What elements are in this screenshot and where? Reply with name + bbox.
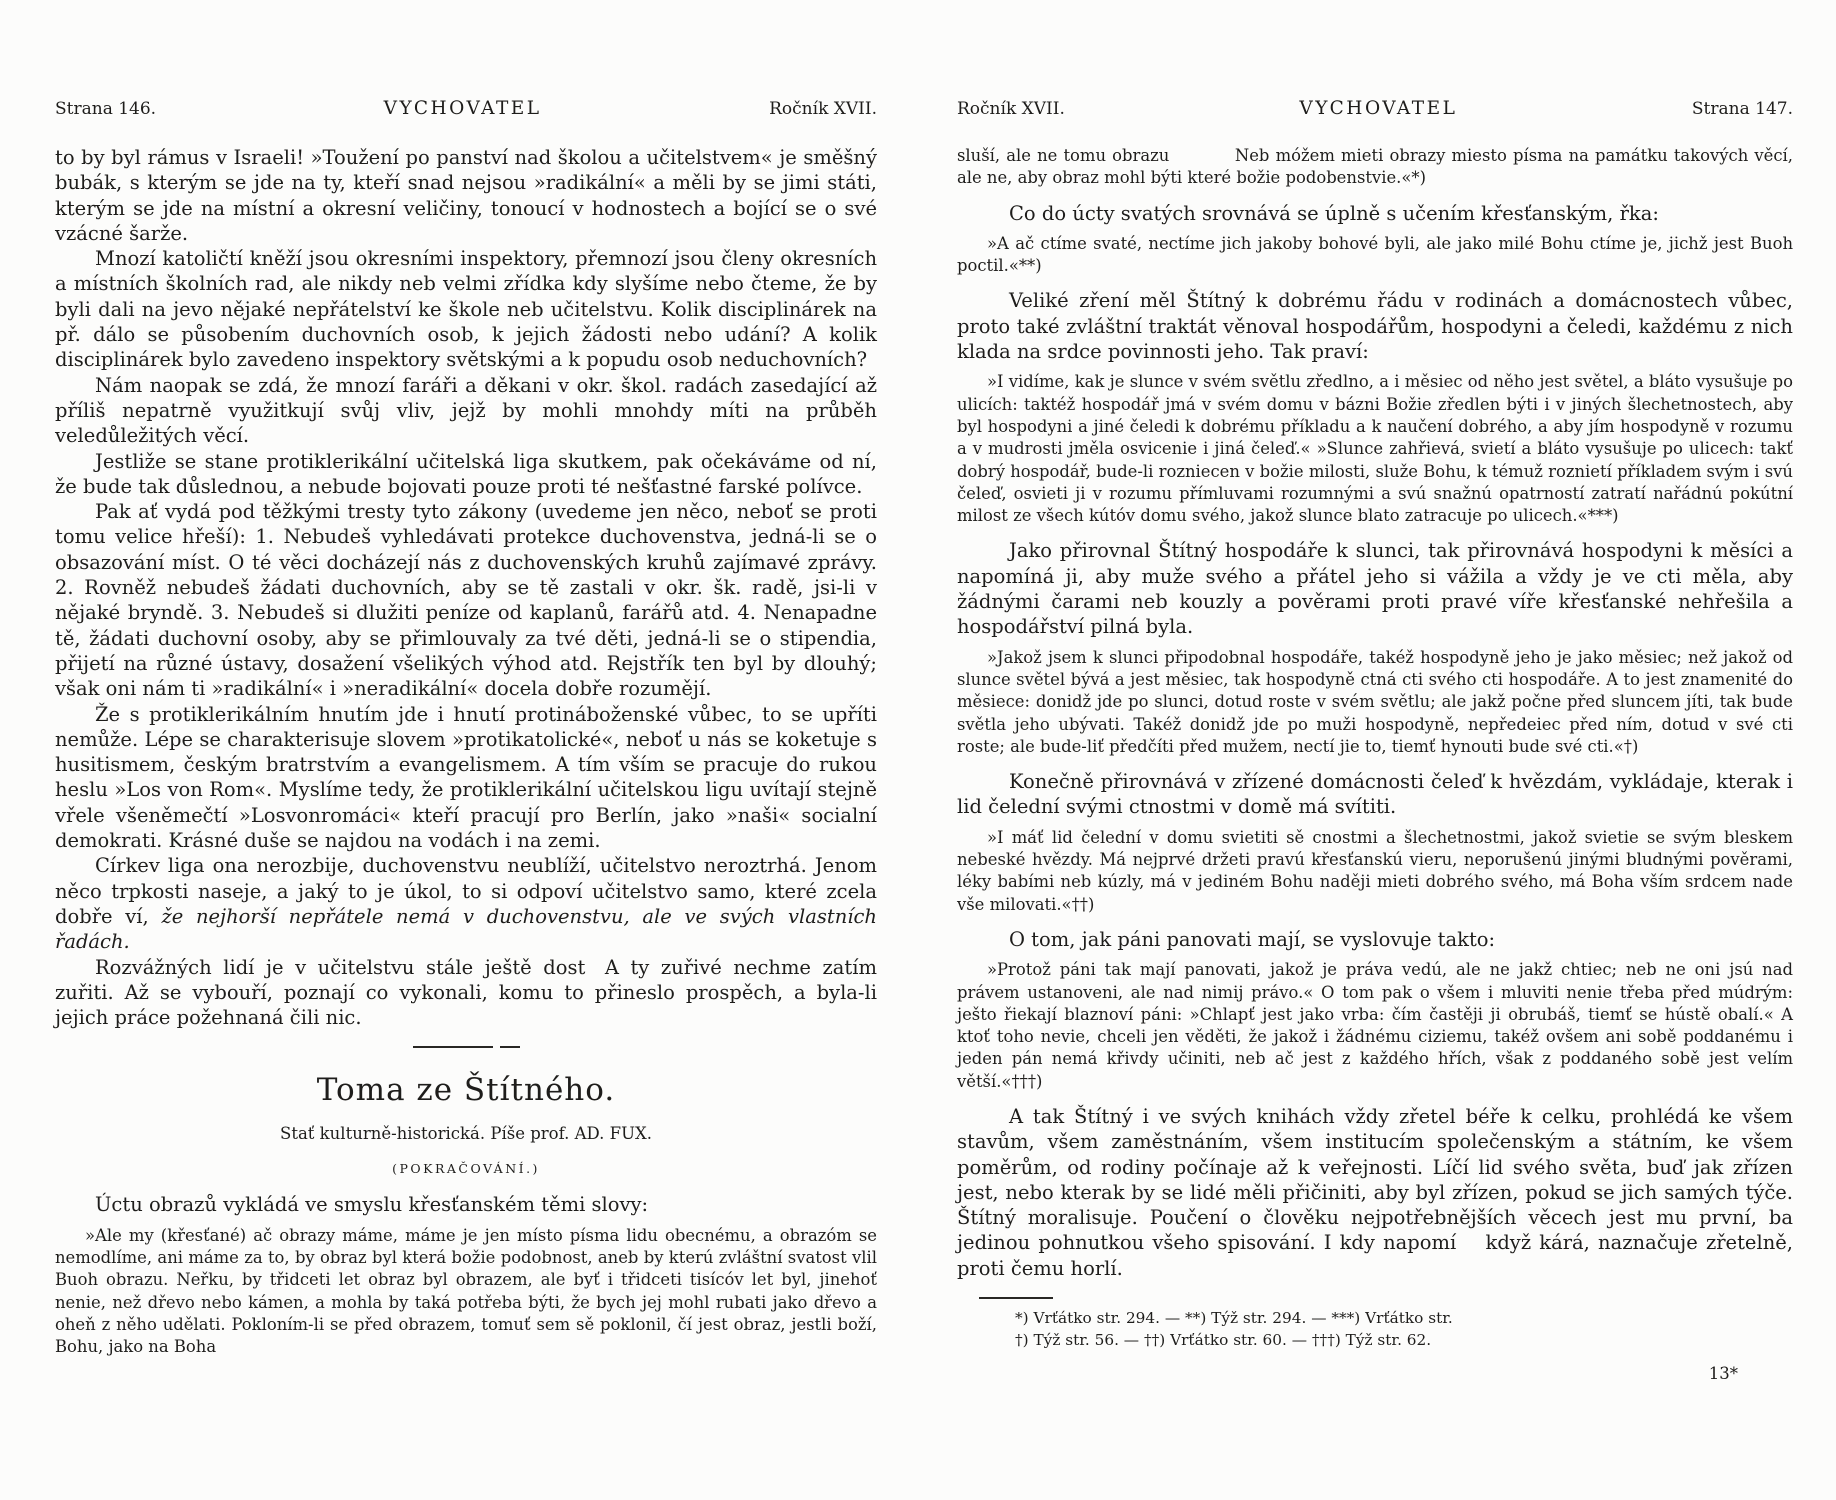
article-title: Toma ze Štítného. xyxy=(316,1072,616,1109)
right-page-body xyxy=(957,145,1793,1281)
paragraph: Pak ať vydá pod těžkými tresty tyto zákony (uvedeme jen něco, neboť se proti tomu velice hřeší): 1. Nebudeš vyhledávati protekce duchovenstva, jedná-li se o obsazování míst. O té věci docházejí nás z duchovenských kruhů zajímavé zprávy. 2. Rovněž nebudeš žádati duchovních, aby se tě zastali v okr. šk. radě, jsi-li v nějaké bryndě. 3. Nebudeš si dlužiti peníze od kaplanů, farářů atd. 4. Nenapadne tě, žádati duchovní osoby, aby se přimlouvaly za tvé děti, jedná-li se o stipendia, přijetí na různé ústavy, dosažení všelikých výhod atd. Rejstřík ten byl by dlouhý; však oni nám ti »radikální« i »neradikální« docela dobře rozumějí. xyxy=(55,500,877,701)
paragraph-italic-text: že nejhorší nepřátele nemá v duchovenstvu, ale ve svých vlastních řadách. xyxy=(55,904,877,954)
page-147 xyxy=(957,98,1793,1383)
paragraph: Rozvážných lidí je v učitelstvu stále ještě dost A ty zuřivé nechme zatím zuřiti. Až se vybouří, poznají co vykonali, komu to přineslo prospěch, a byla-li jejich práce požehnaná čili nic. xyxy=(55,955,877,1030)
divider-dash xyxy=(413,1046,493,1048)
paragraph: Co do úcty svatých srovnává se úplně s učením křesťanským, řka: xyxy=(1009,201,1659,225)
paragraph: Veliké zření měl Štítný k dobrému řádu v rodinách a domácnostech vůbec, proto také zvláštní traktát věnoval hospodářům, hospodyni a čeledi, každému z nich klada na srdce povinnosti jeho. Tak praví: xyxy=(957,289,1793,364)
printers-signature-mark: 13* xyxy=(1708,1364,1738,1384)
footnote-rule xyxy=(979,1297,1053,1299)
footnote-line: *) Vrťátko str. 294. — **) Týž str. 294. — ***) Vrťátko str. xyxy=(1015,1309,1453,1328)
publication-masthead: VYCHOVATEL xyxy=(383,98,542,119)
paragraph: O tom, jak páni panovati mají, se vyslovuje takto: xyxy=(1009,927,1496,951)
article-quote-paragraph: »Ale my (křesťané) ač obrazy máme, máme je jen místo písma lidu obecnému, a obrazóm se nemodlíme, ani máme za to, by obraz byl která božie podobnost, aneb by kterú zvláštní svatost vlil Buoh obrazu. Neřku, by třidceti let obraz byl obrazem, ale byť i třidceti tisícóv let byl, jinehoť nenie, než dřevo nebo kámen, a mohla by taká potřeba býti, že bych jej mohl rubati jako dřevo a oheň z něho udělati. Pokloním-li se před obrazem, tomuť sem sě poklonil, čí jest obraz, jestli boží, Bohu, jako na Boha xyxy=(55,1225,877,1357)
section-divider xyxy=(410,1046,522,1048)
paragraph: Nám naopak se zdá, že mnozí faráři a děkani v okr. škol. radách zasedající až příliš nepatrně využitkují svůj vliv, jejž by mohli mnohdy míti na průběh veledůležitých věcí. xyxy=(55,373,877,448)
right-page-header xyxy=(957,98,1793,119)
quote-paragraph: »I vidíme, kak je slunce v svém světlu zředlno, a i měsiec od něho jest světel, a bláto vysušuje po ulicích: taktéž hospodář jmá v svém domu v bázni Božie zředlen býti i v jiných šlechetnostech, aby byl hospodyni a jiné čeledi k dobrému příkladu a k naučení dobrého, a aby jím hospodyně v rozumu a v mudrosti jměla osvicenie i jiná čeleď.« »Slunce zahřievá, svietí a bláto vysušuje po ulicech: takť dobrý hospodář, bude-li rozniecen v božie milosti, služe Bohu, k témuž roznietí příkladem svým i svú čeleď, osvieti ji v rozumu přímluvami rozumnými a svú snažnú opatrností zatratí nařádnú pokútní milost ze všech kútóv domu svého, jakož slunce blato zatracuje po ulicech.«***) xyxy=(957,372,1793,526)
article-subtitle: Stať kulturně-historická. Píše prof. AD. FUX. xyxy=(280,1124,652,1144)
footnotes xyxy=(1015,1308,1793,1351)
page-number-label: Strana 147. xyxy=(1691,99,1793,119)
article-lead-paragraph: Úctu obrazů vykládá ve smyslu křesťanském těmi slovy: xyxy=(95,1193,649,1217)
left-page-header xyxy=(55,98,877,119)
quote-paragraph: »Protož páni tak mají panovati, jakož je práva vedú, ale ne jakž chtiec; neb ne oni jsú nad právem ustanoveni, ale nad nimij právo.« O tom pak o všem i mluviti nenie třeba před múdrým: ješto řiekají blaznoví páni: »Chlapť jest jako vrba: čím častěji ji obrubáš, tiemť se hústě obalí.« A ktoť toho nevie, chceli jen věděti, že jakož i žádnému ciziemu, takéž ovšem ani sobě poddanému i jeden pán nemá křivdy učiniti, neb ač jest z každého hřích, však z poddaného sobě jest velím větší.«†††) xyxy=(957,960,1793,1091)
paragraph: Konečně přirovnává v zřízené domácnosti čeleď k hvězdám, vykládaje, kterak i lid čelední svými ctnostmi v domě má svítiti. xyxy=(957,770,1793,819)
quote-paragraph: »I máť lid čelední v domu svietiti sě cnostmi a šlechetnostmi, jakož svietie se svým bleskem nebeské hvězdy. Má nejprvé držeti pravú křesťanskú vieru, neporušenú jinými bludnými pověrami, léky babími neb kúzly, má v jediném Bohu naději mieti dobrého svého, má Boha vším srdcem nade vše milovati.«††) xyxy=(957,827,1793,914)
paragraph: A tak Štítný i ve svých knihách vždy zřetel béře k celku, prohlédá ke všem stavům, všem zaměstnáním, všem institucím společenským a státním, ke všem poměrům, od rodiny počínaje až k veřejnosti. Líčí lid svého světa, buď jak zřízen jest, nebo kterak by se lidé měli přičiniti, aby byl zřízen, pokud se jich samých týče. Štítný moralisuje. Poučení o člověku nejpotřebnějších věcech jest mu první, ba jedinou pohnutkou všeho spisování. I kdy napomí když kárá, naznačuje zřetelně, proti čemu horlí. xyxy=(957,1104,1793,1280)
quote-paragraph: »Jakož jsem k slunci připodobnal hospodáře, takéž hospodyně jeho je jako měsiec; než jakož od slunce světel bývá a jest měsiec, tak hospodyně ctná cti svého cti hospodáře. A to jest znamenité do měsiece: donidž jde po slunci, dotud roste v svém světlu; ale jakž počne před sluncem jíti, tak bude světla jeho ubývati. Takéž donidž jde po muži hospodyně, nepředeiec před ním, dotud v své cti roste; ale bude-liť předčíti před mužem, nectí jie to, tiemť hynouti bude své cti.«†) xyxy=(957,647,1793,756)
paragraph xyxy=(55,853,877,954)
divider-dash xyxy=(500,1046,520,1048)
page-number-label: Strana 146. xyxy=(55,99,157,119)
quote-paragraph: sluší, ale ne tomu obrazu Neb móžem mieti obrazy miesto písma na památku takových věcí, ale ne, aby obraz mohl býti které božie podobenstvie.«*) xyxy=(957,146,1793,188)
volume-label: Ročník XVII. xyxy=(957,99,1065,119)
quote-paragraph: »A ač ctíme svaté, nectíme jich jakoby bohové byli, ale jako milé Bohu ctíme je, jichž jest Buoh poctil.«**) xyxy=(957,233,1793,276)
paragraph-text: Církev liga ona nerozbije, duchovenstvu neublíží, učitelstvo neroztrhá. Jenom něco trpkosti naseje, a jaký to je úkol, to si odpoví učitelstvo samo, které zcela dobře ví, xyxy=(55,854,877,928)
article-continuation-note: (POKRAČOVÁNÍ.) xyxy=(392,1161,540,1177)
paragraph: Že s protiklerikálním hnutím jde i hnutí protináboženské vůbec, to se upříti nemůže. Lépe se charakterisuje slovem »protikatolické«, neboť u nás se koketuje s husitismem, českým bratrstvím a evangelismem. A tím vším se pracuje do rukou heslu »Los von Rom«. Myslíme tedy, že protiklerikální učitelskou ligu uvítají stejně vřele všeněmečtí »Losvonromáci« kteří pracují pro Berlín, jako »naši« socialní demokrati. Krásné duše se najdou na vodách i na zemi. xyxy=(55,702,877,853)
volume-label: Ročník XVII. xyxy=(769,99,877,119)
page-146 xyxy=(55,98,877,1358)
publication-masthead: VYCHOVATEL xyxy=(1299,98,1458,119)
left-page-body xyxy=(55,145,877,1030)
paragraph: Jestliže se stane protiklerikální učitelská liga skutkem, pak očekáváme od ní, že bude tak důslednou, a nebude bojovati pouze proti té nešťastné farské polívce. xyxy=(55,449,877,498)
footnote-line: †) Týž str. 56. — ††) Vrťátko str. 60. — †††) Týž str. 62. xyxy=(1015,1330,1432,1349)
paragraph: to by byl rámus v Israeli! »Toužení po panství nad školou a učitelstvem« je směšný bubák, s kterým se jde na ty, kteří snad nejsou »radikální« a měli by se jimi státi, kterým se jde na místní a okresní veličiny, tonoucí v hodnostech a bojící se o své vzácné šarže. xyxy=(55,146,877,245)
paragraph: Mnozí katoličtí kněží jsou okresními inspektory, přemnozí jsou členy okresních a místních školních rad, ale nikdy neb velmi zřídka kdy slyšíme nebo čteme, že by byli dali na jevo nějaké nepřátelství ke škole neb učitelstvu. Kolik disciplinárek na př. dálo se působením duchovních osob, k jejich žádosti nebo udání? A kolik disciplinárek bylo zavedeno inspektory světskými a k popudu osob neduchovních? xyxy=(55,247,877,372)
paragraph: Jako přirovnal Štítný hospodáře k slunci, tak přirovnává hospodyni k měsíci a napomíná ji, aby muže svého a přátel jeho si vážila a vždy je ve cti měla, aby žádnými čarami neb kouzly a pověrami proti pravé víře křesťanské nehřešila a hospodářství pilná byla. xyxy=(957,539,1793,639)
